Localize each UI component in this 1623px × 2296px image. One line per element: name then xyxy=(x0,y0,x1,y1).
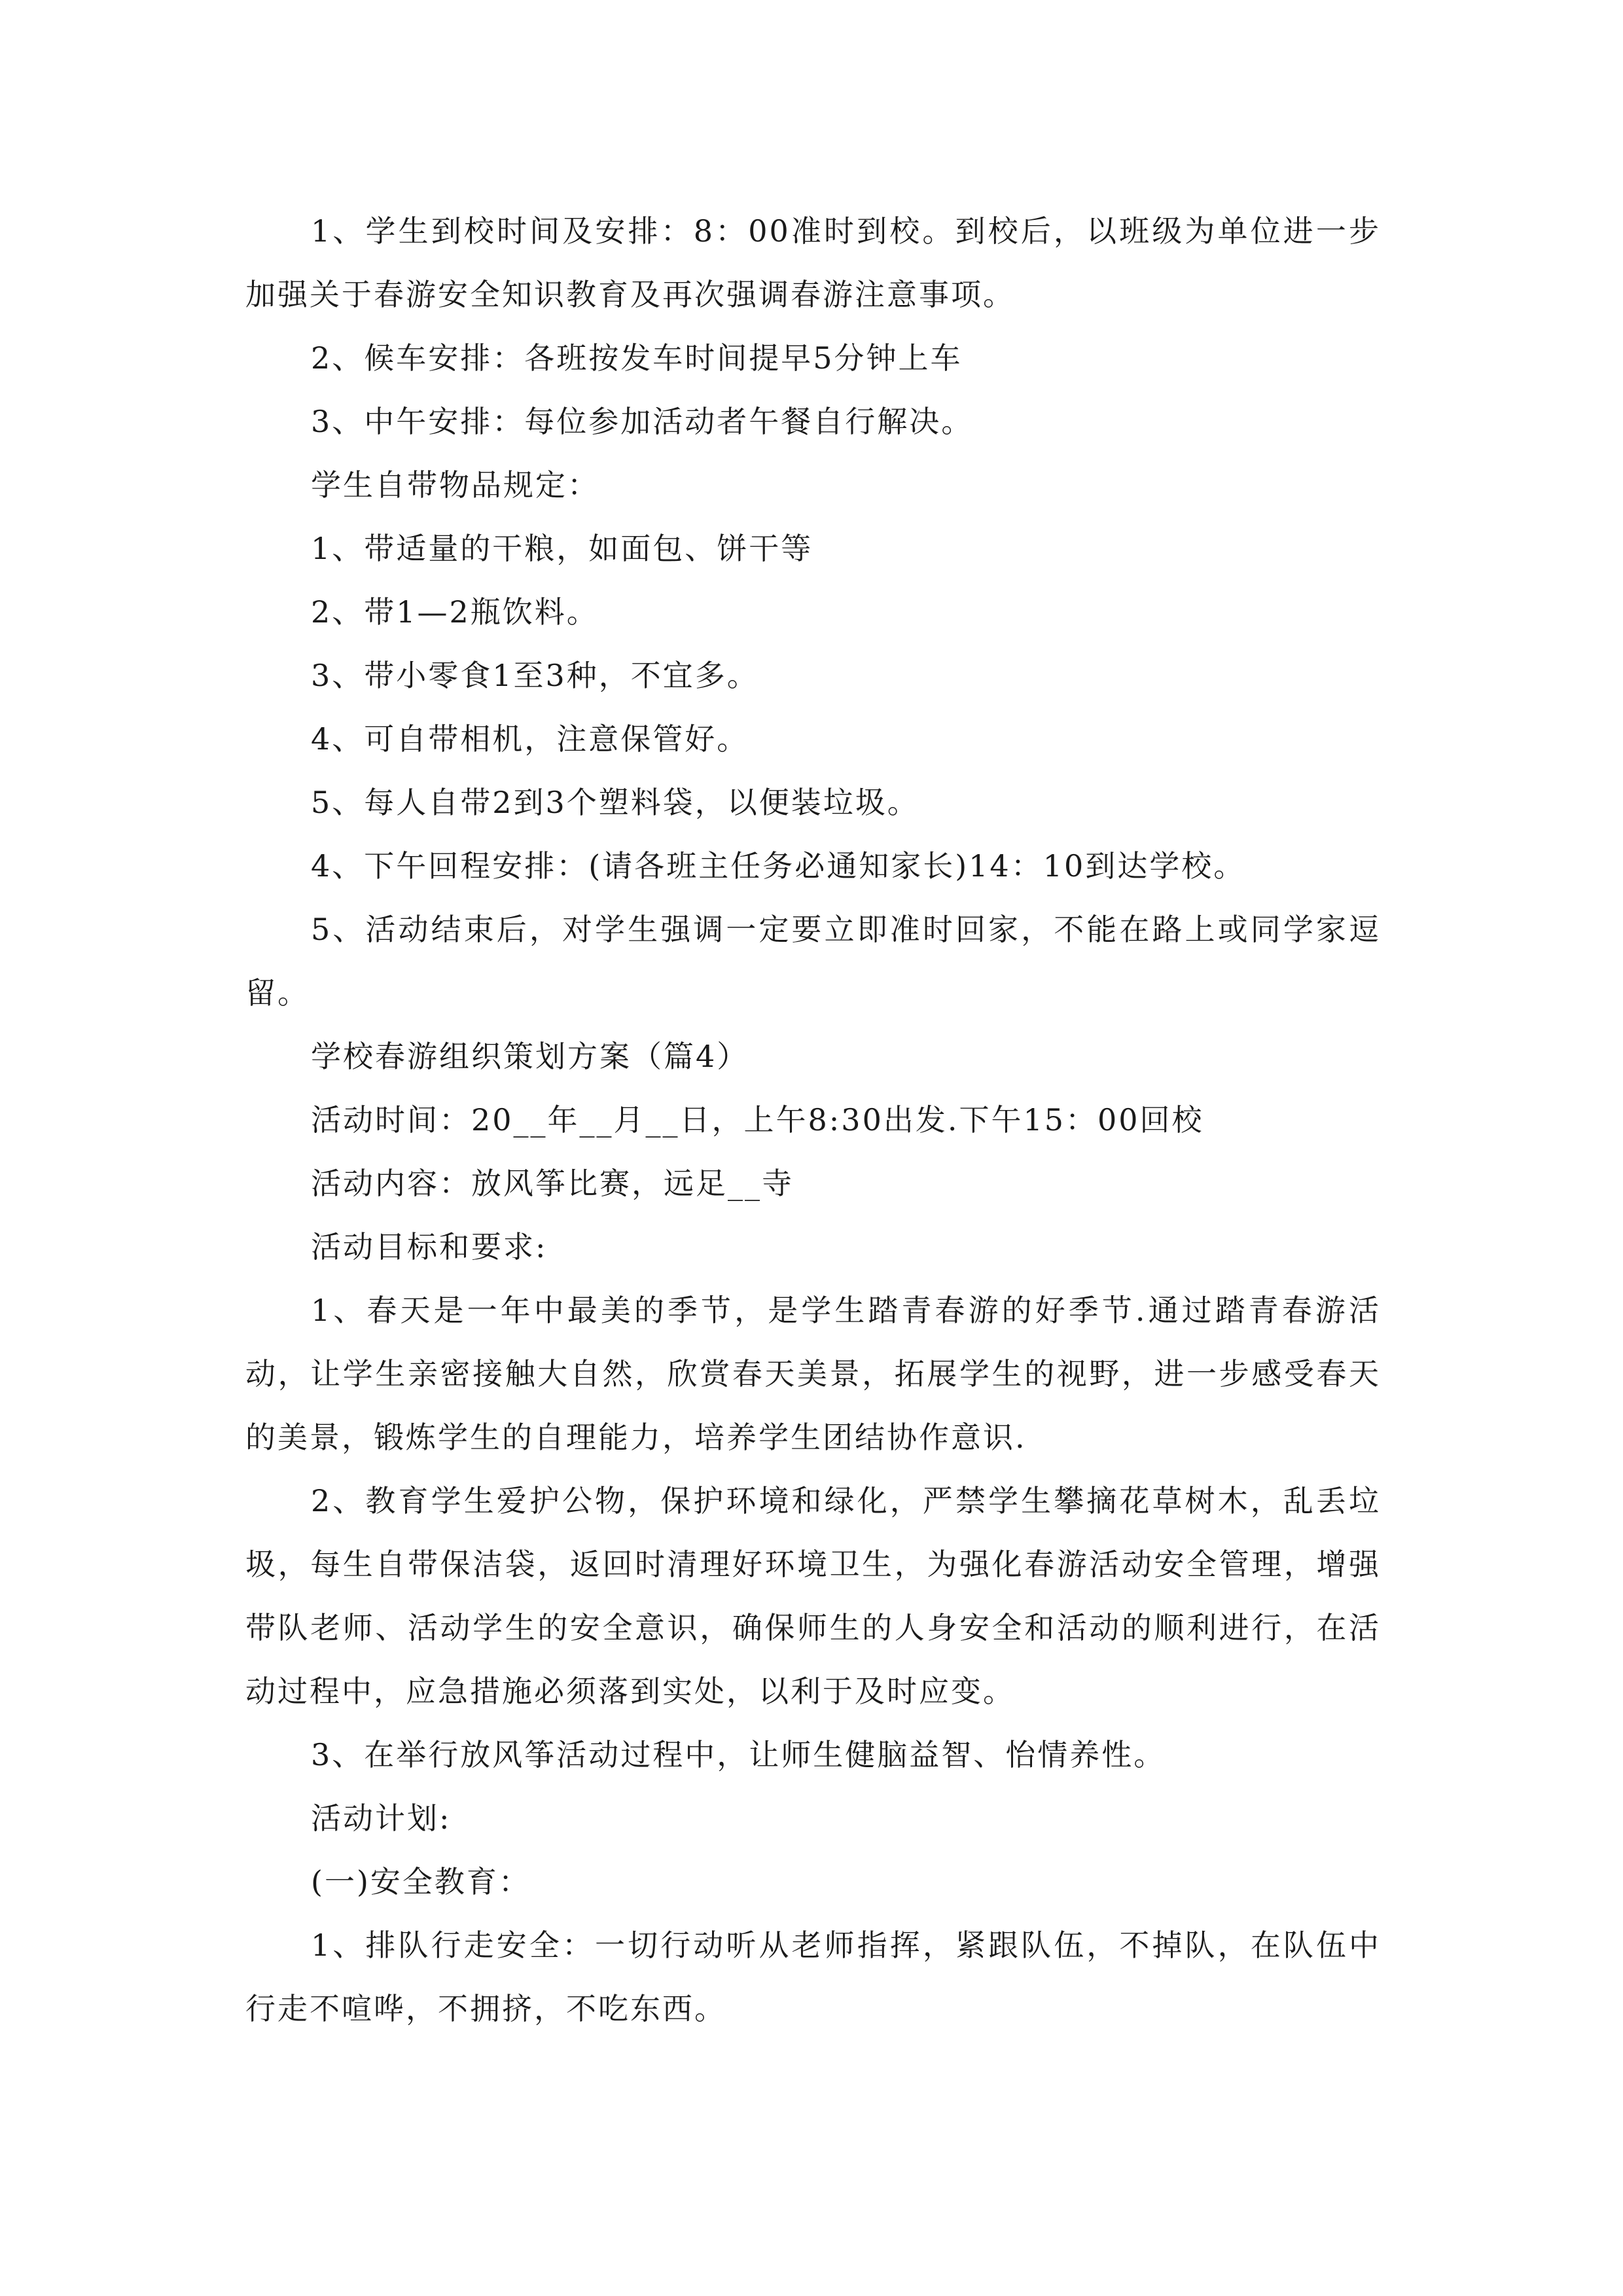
paragraph-arrival: 1、学生到校时间及安排：8：00准时到校。到校后，以班级为单位进一步加强关于春游安全知识教育及再次强调春游注意事项。 xyxy=(245,213,1381,312)
paragraph-item-drinks: 2、带1—2瓶饮料。 xyxy=(311,594,599,630)
paragraph-item-food: 1、带适量的干粮，如面包、饼干等 xyxy=(311,531,813,566)
paragraph-boarding: 2、候车安排：各班按发车时间提早5分钟上车 xyxy=(311,340,963,376)
paragraph-item-camera: 4、可自带相机，注意保管好。 xyxy=(311,721,749,757)
paragraph-plan-heading: 活动计划: xyxy=(311,1801,452,1836)
paragraph-after-activity: 5、活动结束后，对学生强调一定要立即准时回家，不能在路上或同学家逗留。 xyxy=(245,912,1381,1011)
section-title: 学校春游组织策划方案（篇4） xyxy=(311,1039,749,1074)
paragraph-item-bags: 5、每人自带2到3个塑料袋，以便装垃圾。 xyxy=(311,785,919,820)
document-body xyxy=(245,200,1381,2041)
paragraph-safety-heading: (一)安全教育： xyxy=(311,1864,531,1899)
paragraph-return: 4、下午回程安排：(请各班主任务必通知家长)14：10到达学校。 xyxy=(311,848,1246,884)
paragraph-activity-content: 活动内容：放风筝比赛，远足__寺 xyxy=(311,1166,794,1201)
paragraph-goal-2: 2、教育学生爱护公物，保护环境和绿化，严禁学生攀摘花草树木，乱丢垃圾，每生自带保洁袋，返回时清理好环境卫生，为强化春游活动安全管理，增强带队老师、活动学生的安全意识，确保师生的人身安全和活动的顺利进行，在活动过程中，应急措施必须落到实处，以利于及时应变。 xyxy=(245,1483,1381,1709)
paragraph-goals-heading: 活动目标和要求: xyxy=(311,1229,548,1265)
paragraph-item-snacks: 3、带小零食1至3种，不宜多。 xyxy=(311,658,759,693)
paragraph-items-heading: 学生自带物品规定： xyxy=(311,467,599,503)
paragraph-goal-3: 3、在举行放风筝活动过程中，让师生健脑益智、怡情养性。 xyxy=(311,1737,1166,1772)
paragraph-lunch: 3、中午安排：每位参加活动者午餐自行解决。 xyxy=(311,404,974,439)
paragraph-safety-walking: 1、排队行走安全：一切行动听从老师指挥，紧跟队伍，不掉队，在队伍中行走不喧哗，不拥挤，不吃东西。 xyxy=(245,1928,1381,2026)
paragraph-goal-1: 1、春天是一年中最美的季节，是学生踏青春游的好季节.通过踏青春游活动，让学生亲密接触大自然，欣赏春天美景，拓展学生的视野，进一步感受春天的美景，锻炼学生的自理能力，培养学生团结协作意识. xyxy=(245,1293,1381,1455)
paragraph-activity-time: 活动时间：20__年__月__日，上午8:30出发.下午15：00回校 xyxy=(311,1102,1204,1138)
